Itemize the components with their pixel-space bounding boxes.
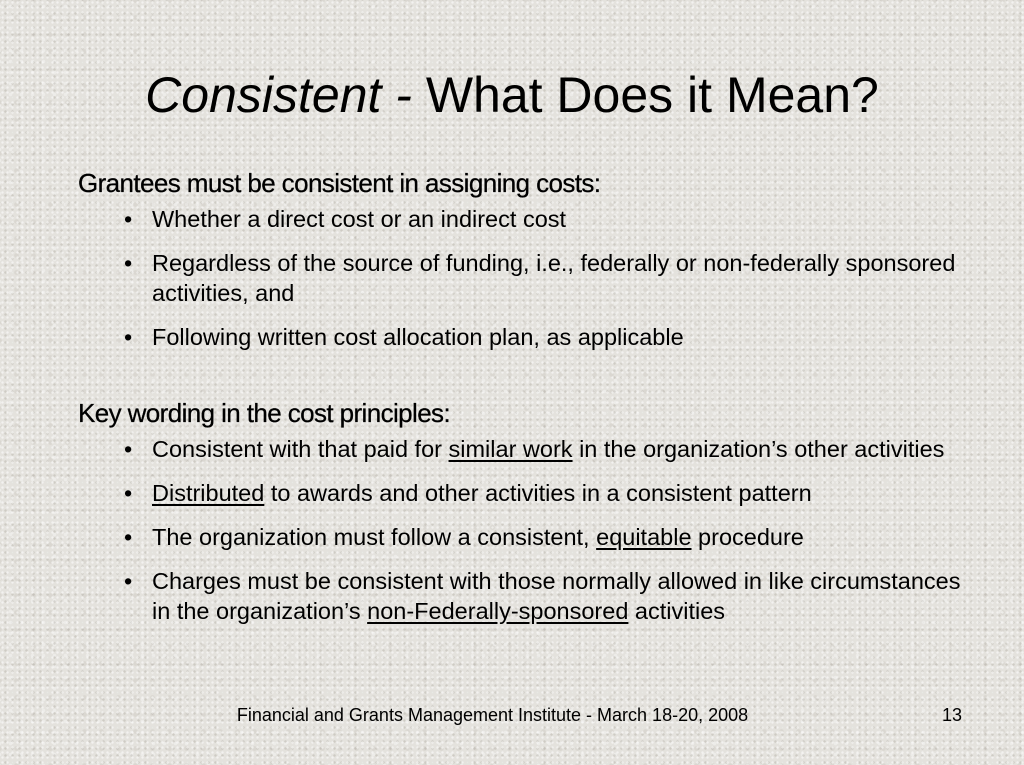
bullet-item: • Regardless of the source of funding, i.e., federally or non-federally sponsored activities, and xyxy=(78,248,978,308)
bullet-text: to awards and other activities in a consistent pattern xyxy=(264,480,812,506)
bullet-item: • Following written cost allocation plan, as applicable xyxy=(78,322,978,352)
slide-title xyxy=(0,62,1024,128)
slide-footer: Financial and Grants Management Institute - March 18-20, 2008 xyxy=(236,705,749,725)
bullet-text: in the organization’s other activities xyxy=(572,436,945,462)
underlined-term: non-Federally-sponsored xyxy=(367,598,629,624)
bullet-text: Consistent with that paid for xyxy=(152,436,449,462)
underlined-term: similar work xyxy=(448,436,573,462)
bullet-item xyxy=(78,522,978,552)
bullet-item xyxy=(78,434,978,464)
section-heading: Key wording in the cost principles: xyxy=(78,398,451,428)
title-rest: What Does it Mean? xyxy=(411,67,879,123)
bullet-item: • Whether a direct cost or an indirect cost xyxy=(78,204,978,234)
underlined-term: equitable xyxy=(596,524,692,550)
section-key-wording xyxy=(78,396,978,640)
bullet-list xyxy=(78,204,978,352)
bullet-text: Charges must be consistent with those normally allowed in like circumstances in the organization’s xyxy=(152,568,961,624)
section-assigning-costs xyxy=(78,166,978,366)
slide-number: 13 xyxy=(941,705,962,725)
title-emphasis: Consistent - xyxy=(145,67,412,123)
underlined-term: Distributed xyxy=(152,480,265,506)
bullet-item xyxy=(78,478,978,508)
bullet-item xyxy=(78,566,978,626)
section-heading: Grantees must be consistent in assigning costs: xyxy=(78,168,601,198)
bullet-text: procedure xyxy=(691,524,804,550)
bullet-list xyxy=(78,434,978,626)
bullet-text: The organization must follow a consistent, xyxy=(152,524,597,550)
bullet-text: activities xyxy=(628,598,726,624)
